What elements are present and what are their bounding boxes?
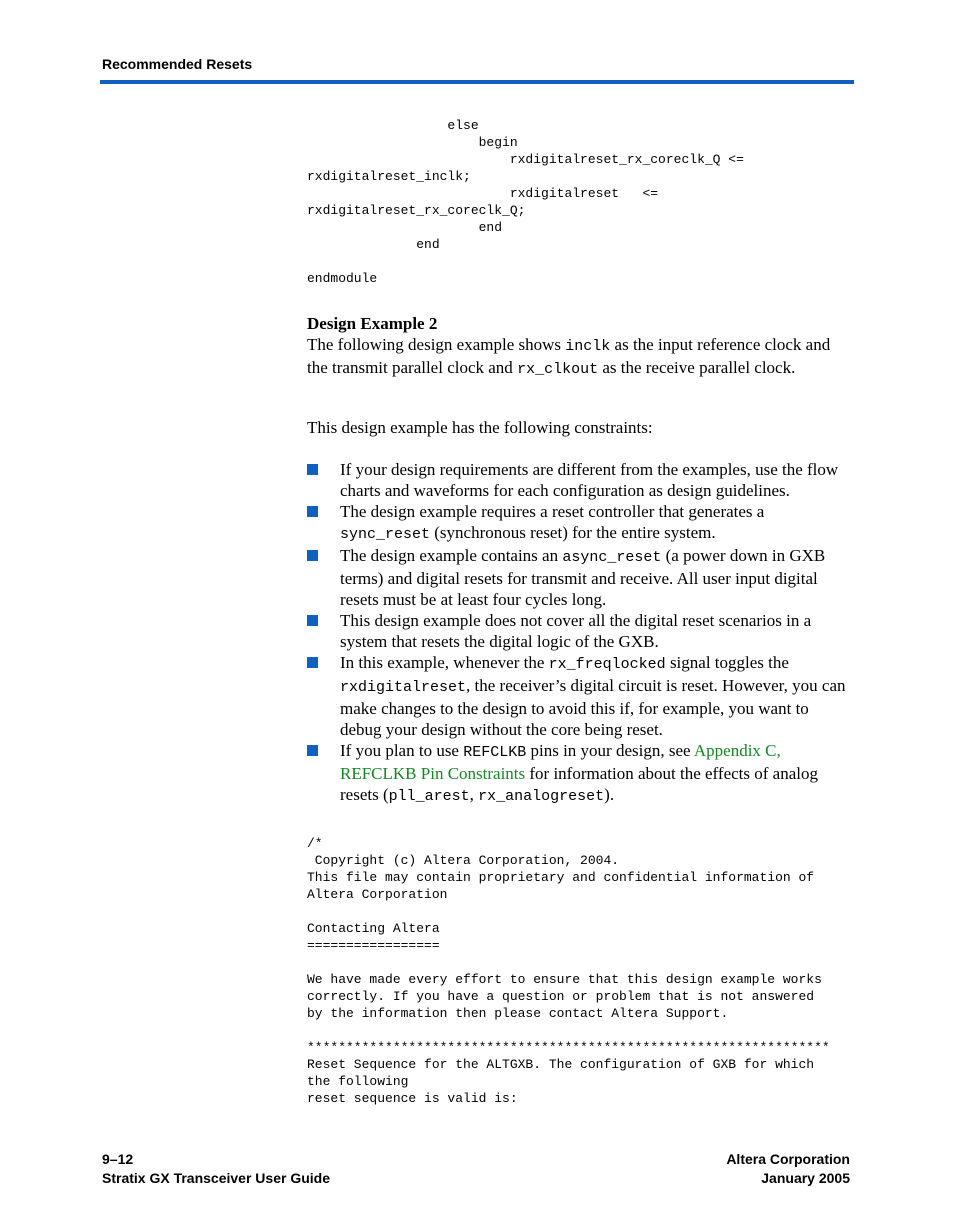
page-number: 9–12: [102, 1151, 134, 1167]
code-inline-sync-reset: sync_reset: [340, 526, 431, 543]
code-inline-inclk: inclk: [565, 338, 611, 355]
code-listing-bottom: /* Copyright (c) Altera Corporation, 2004. This file may contain proprietary and confidential information of Altera Corporation Contacting Altera ================= We have made every effort to ensure that this design example works correctly. If you have a question or problem that is not answered by the information then please contact Altera Support. ******************************************************************* Reset Sequence for the ALTGXB. The configuration of GXB for which the following reset sequence is valid is:: [307, 836, 830, 1106]
code-inline-rx-analogreset: rx_analogreset: [478, 788, 605, 805]
code-inline-pll-arest: pll_arest: [388, 788, 470, 805]
list-item: [307, 459, 852, 501]
bullet-square-icon: [307, 464, 318, 475]
text-run: ).: [604, 785, 615, 804]
text-run: as the receive parallel clock.: [598, 358, 796, 377]
guide-title: Stratix GX Transceiver User Guide: [102, 1170, 330, 1186]
bullet-square-icon: [307, 657, 318, 668]
text-run: , the receiver’s digital circuit is reset. However, you can make changes to the design to avoid this if, for example, you want to debug your design without the core being reset.: [340, 676, 846, 739]
appendix-c-link[interactable]: Appendix C, REFCLKB Pin Constraints: [340, 741, 781, 783]
running-header: Recommended Resets: [102, 56, 253, 72]
publication-date: January 2005: [761, 1170, 850, 1186]
bullet-square-icon: [307, 615, 318, 626]
text-run: If you plan to use: [340, 741, 464, 760]
header-rule: [100, 80, 854, 84]
design-example-section: [307, 313, 852, 380]
code-inline-refclkb: REFCLKB: [463, 744, 527, 761]
text-run: This design example does not cover all the digital reset scenarios in a system that resets the digital logic of the GXB.: [340, 611, 812, 651]
constraints-paragraph: This design example has the following constraints:: [307, 418, 653, 437]
text-run: If your design requirements are different from the examples, use the flow charts and waveforms for each configuration as design guidelines.: [340, 460, 839, 500]
text-run: pins in your design, see: [526, 741, 694, 760]
text-run: (synchronous reset) for the entire system.: [430, 523, 716, 542]
list-item: [307, 652, 852, 740]
bullet-square-icon: [307, 550, 318, 561]
code-inline-rx-freqlocked: rx_freqlocked: [548, 656, 666, 673]
code-inline-rx-clkout: rx_clkout: [517, 361, 599, 378]
text-run: signal toggles the: [665, 653, 789, 672]
bullet-square-icon: [307, 745, 318, 756]
code-inline-async-reset: async_reset: [562, 549, 662, 566]
text-run: The design example requires a reset controller that generates a: [340, 502, 765, 521]
constraints-list: [307, 459, 852, 807]
list-item: [307, 610, 852, 652]
text-run: (a power down in GXB terms) and digital resets for transmit and receive. All user input digital resets must be at least four cycles long.: [340, 546, 826, 609]
footer-right: [726, 1150, 850, 1188]
company-name: Altera Corporation: [726, 1151, 850, 1167]
intro-paragraph: [307, 334, 852, 380]
bullet-square-icon: [307, 506, 318, 517]
footer-left: [102, 1150, 330, 1188]
list-item: [307, 501, 852, 545]
list-item: [307, 740, 852, 807]
text-run: for information about the effects of analog resets (: [340, 764, 818, 804]
text-run: as the input reference clock and the transmit parallel clock and: [307, 335, 831, 377]
section-heading: Design Example 2: [307, 314, 438, 333]
code-inline-rxdigitalreset: rxdigitalreset: [340, 679, 467, 696]
code-listing-top: else begin rxdigitalreset_rx_coreclk_Q <= rxdigitalreset_inclk; rxdigitalreset <= rxdigitalreset_rx_coreclk_Q; end end endmodule: [307, 118, 744, 286]
text-run: The design example contains an: [340, 546, 563, 565]
text-run: ,: [469, 785, 479, 804]
text-run: In this example, whenever the: [340, 653, 549, 672]
text-run: The following design example shows: [307, 335, 566, 354]
list-item: [307, 545, 852, 610]
